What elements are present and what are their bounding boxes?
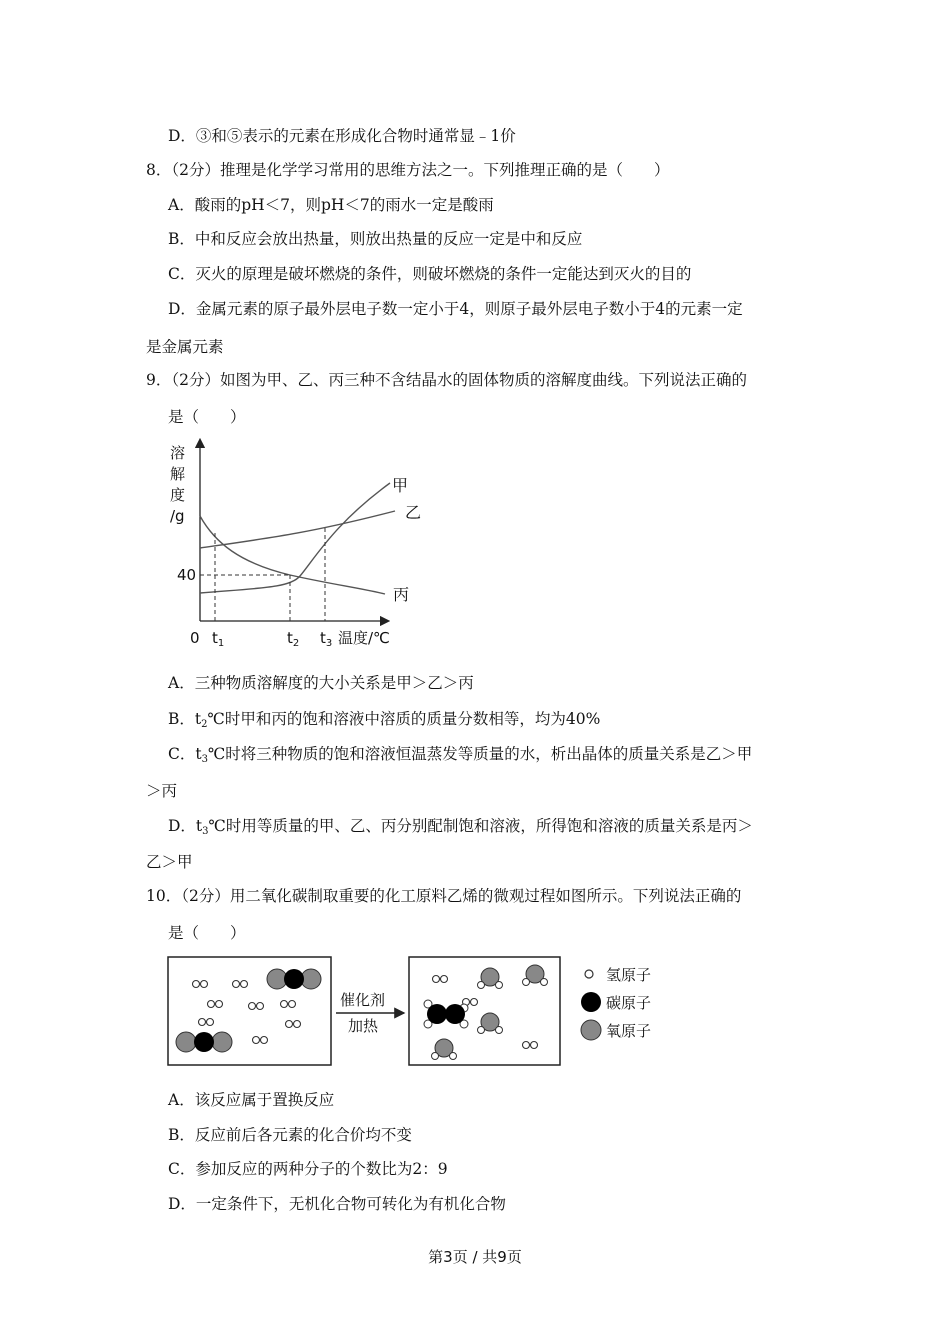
- legend-hydrogen-label: 氢原子: [606, 966, 652, 984]
- ylabel-4: /g: [170, 507, 185, 525]
- q10-option-d: D．一定条件下，无机化合物可转化为有机化合物: [168, 1195, 506, 1213]
- q10-stem: 10．（2分）用二氧化碳制取重要的化工原料乙烯的微观过程如图所示。下列说法正确的: [146, 887, 742, 905]
- q8-option-c: C．灭火的原理是破坏燃烧的条件，则破坏燃烧的条件一定能达到灭火的目的: [168, 265, 692, 283]
- heat-label: 加热: [348, 1017, 379, 1035]
- legend-hydrogen-icon: [585, 970, 593, 978]
- q10-option-a: A．该反应属于置换反应: [168, 1091, 335, 1109]
- q9-stem-cont: 是（ ）: [168, 408, 246, 426]
- legend: [581, 966, 651, 1040]
- legend-oxygen-label: 氧原子: [606, 1022, 652, 1040]
- label-bing: 丙: [393, 585, 410, 604]
- q9-stem: 9．（2分）如图为甲、乙、丙三种不含结晶水的固体物质的溶解度曲线。下列说法正确的: [146, 371, 747, 389]
- label-jia: 甲: [392, 476, 409, 495]
- ylabel-2: 解: [170, 465, 186, 483]
- origin-label: 0: [190, 629, 200, 647]
- ylabel-3: 度: [170, 486, 186, 504]
- curve-yi: [200, 511, 395, 548]
- q9-option-d-cont: 乙＞甲: [146, 853, 193, 871]
- t3-label: $t_3$: [320, 629, 333, 649]
- ylabel-1: 溶: [170, 444, 186, 462]
- q9-option-c-cont: ＞丙: [146, 782, 178, 800]
- q8-option-a: A．酸雨的pH＜7，则pH＜7的雨水一定是酸雨: [168, 196, 494, 214]
- t2-label: $t_2$: [287, 629, 300, 649]
- q8-option-d-cont: 是金属元素: [146, 338, 224, 356]
- t1-label: $t_1$: [212, 629, 225, 649]
- q8-stem: 8．（2分）推理是化学学习常用的思维方法之一。下列推理正确的是（ ）: [146, 161, 670, 179]
- q7-option-d: D．③和⑤表示的元素在形成化合物时通常显﹣1价: [168, 127, 516, 145]
- q10-option-c: C．参加反应的两种分子的个数比为2：9: [168, 1160, 448, 1178]
- legend-carbon-icon: [581, 992, 601, 1012]
- x-axis-label: 温度/℃: [338, 629, 390, 647]
- q8-option-b: B．中和反应会放出热量，则放出热量的反应一定是中和反应: [168, 230, 583, 248]
- catalyst-label: 催化剂: [340, 991, 386, 1009]
- q9-option-d: D．$t_3℃$时用等质量的甲、乙、丙分别配制饱和溶液，所得饱和溶液的质量关系是丙＞: [168, 817, 753, 837]
- reaction-diagram: [160, 952, 680, 1072]
- q9-option-a: A．三种物质溶解度的大小关系是甲＞乙＞丙: [168, 674, 474, 692]
- q10-stem-cont: 是（ ）: [168, 924, 246, 942]
- solubility-curve-chart: [160, 438, 430, 653]
- label-yi: 乙: [405, 503, 422, 522]
- q8-option-d: D．金属元素的原子最外层电子数一定小于4，则原子最外层电子数小于4的元素一定: [168, 300, 743, 318]
- y-tick-40: 40: [177, 566, 197, 584]
- q9-option-b: B．$t_2℃$时甲和丙的饱和溶液中溶质的质量分数相等，均为40%: [168, 710, 601, 730]
- q9-option-c: C．$t_3℃$时将三种物质的饱和溶液恒温蒸发等质量的水，析出晶体的质量关系是乙＞甲: [168, 745, 753, 765]
- page-footer: 第3页 / 共9页: [428, 1248, 522, 1266]
- q10-option-b: B．反应前后各元素的化合价均不变: [168, 1126, 412, 1144]
- legend-oxygen-icon: [581, 1020, 601, 1040]
- legend-carbon-label: 碳原子: [606, 994, 652, 1012]
- curve-bing: [200, 516, 385, 594]
